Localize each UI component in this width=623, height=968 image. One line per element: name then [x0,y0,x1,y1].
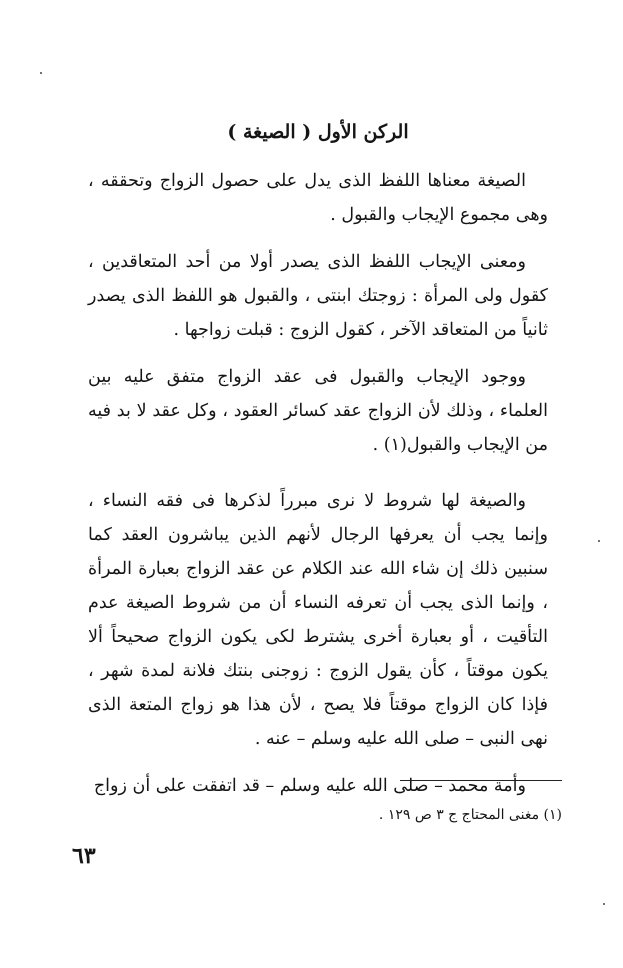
paragraph-definition: الصيغة معناها اللفظ الذى يدل على حصول الزواج وتحققه ، وهى مجموع الإيجاب والقبول . [88,171,548,225]
paragraph-consensus: ووجود الإيجاب والقبول فى عقد الزواج متفق عليه بين العلماء ، وذلك لأن الزواج عقد كسائر العقود ، وكل عقد لا بد فيه من الإيجاب والقبول(١) . [88,367,548,455]
paragraph-conditions: والصيغة لها شروط لا نرى مبرراً لذكرها فى فقه النساء ، وإنما يجب أن يعرفها الرجال لأنهم الذين يباشرون العقد كما سنبين ذلك إن شاء الله عند الكلام عن عقد الزواج بعبارة المرأة ، وإنما الذى يجب أن تعرفه النساء أن من شروط الصيغة عدم التأقيت ، أو بعبارة أخرى يشترط لكى يكون الزواج صحيحاً ألا يكون موقتاً ، كأن يقول الزوج : زوجنى بنتك فلانة لمدة شهر ، فإذا كان الزواج موقتاً فلا يصح ، لأن هذا هو زواج المتعة الذى نهى النبى – صلى الله عليه وسلم – عنه . [88,491,548,749]
paragraph-continuation: وأمة محمد – صلى الله عليه وسلم – قد اتفقت على أن زواج [93,776,526,796]
section-heading: الركن الأول ( الصيغة ) [227,121,409,143]
scan-speck [40,72,42,74]
scan-speck [603,903,605,905]
scan-speck [598,540,600,542]
page-number: ٦٣ [72,843,96,869]
footnote-divider [400,780,562,781]
page-body [88,118,548,816]
paragraph-ijab-meaning: ومعنى الإيجاب اللفظ الذى يصدر أولا من أحد المتعاقدين ، كقول ولى المرأة : زوجتك ابنتى ، والقبول هو اللفظ الذى يصدر ثانياً من المتعاقد الآخر ، كقول الزوج : قبلت زواجها . [88,252,548,340]
footnote: (١) مغنى المحتاج ج ٣ ص ١٢٩ . [378,807,562,823]
